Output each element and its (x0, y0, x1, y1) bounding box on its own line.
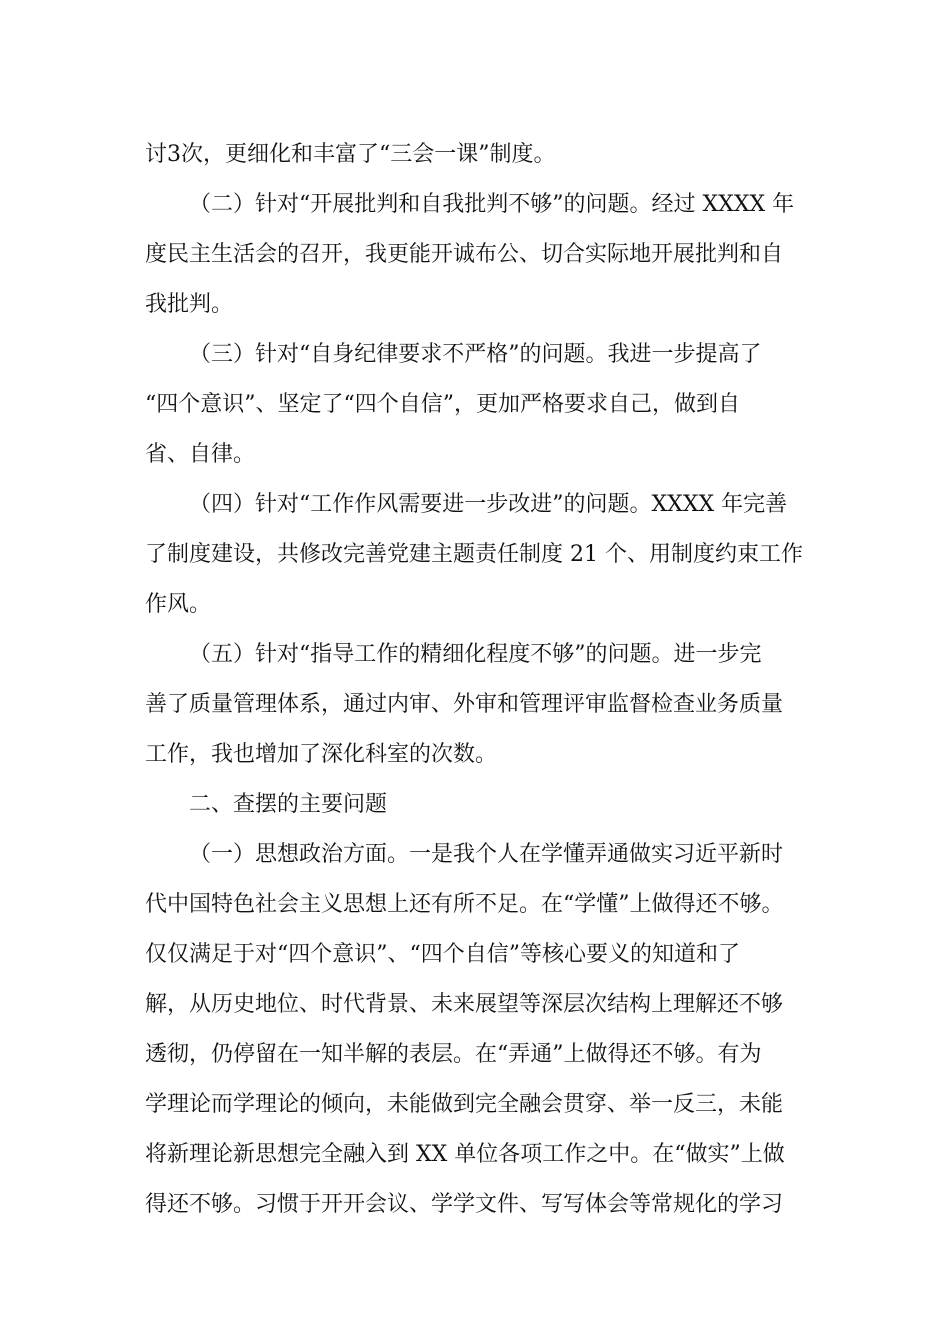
text-line: （二）针对“开展批判和自我批判不够”的问题。经过 XXXX 年 (189, 192, 795, 217)
text-line: 善了质量管理体系，通过内审、外审和管理评审监督检查业务质量 (145, 692, 784, 717)
text-line: 得还不够。习惯于开开会议、学学文件、写写体会等常规化的学习 (145, 1192, 784, 1217)
text-line: （三）针对“自身纪律要求不严格”的问题。我进一步提高了 (189, 342, 762, 367)
text-line: 工作，我也增加了深化科室的次数。 (145, 742, 498, 767)
text-line: “四个意识”、坚定了“四个自信”，更加严格要求自己，做到自 (145, 392, 740, 417)
text-line: （四）针对“工作作风需要进一步改进”的问题。XXXX 年完善 (189, 492, 788, 517)
text-line: 代中国特色社会主义思想上还有所不足。在“学懂”上做得还不够。 (145, 892, 784, 917)
text-line: 仅仅满足于对“四个意识”、“四个自信”等核心要义的知道和了 (145, 942, 740, 967)
text-line: 学理论而学理论的倾向，未能做到完全融会贯穿、举一反三，未能 (145, 1092, 784, 1117)
text-line: 讨3次，更细化和丰富了“三会一课”制度。 (145, 142, 556, 167)
text-line: 了制度建设，共修改完善党建主题责任制度 21 个、用制度约束工作 (145, 542, 803, 567)
text-line: 将新理论新思想完全融入到 XX 单位各项工作之中。在“做实”上做 (145, 1142, 785, 1167)
text-line: 解，从历史地位、时代背景、未来展望等深层次结构上理解还不够 (145, 992, 784, 1017)
section-heading: 二、查摆的主要问题 (189, 792, 388, 817)
text-line: （一）思想政治方面。一是我个人在学懂弄通做实习近平新时 (189, 842, 784, 867)
text-line: 我批判。 (145, 292, 234, 317)
text-line: 省、自律。 (145, 442, 256, 467)
text-line: 度民主生活会的召开，我更能开诚布公、切合实际地开展批判和自 (145, 242, 784, 267)
text-line: 作风。 (145, 592, 212, 617)
document-body (145, 130, 835, 1230)
text-line: （五）针对“指导工作的精细化程度不够”的问题。进一步完 (189, 642, 762, 667)
text-line: 透彻，仍停留在一知半解的表层。在“弄通”上做得还不够。有为 (145, 1042, 762, 1067)
